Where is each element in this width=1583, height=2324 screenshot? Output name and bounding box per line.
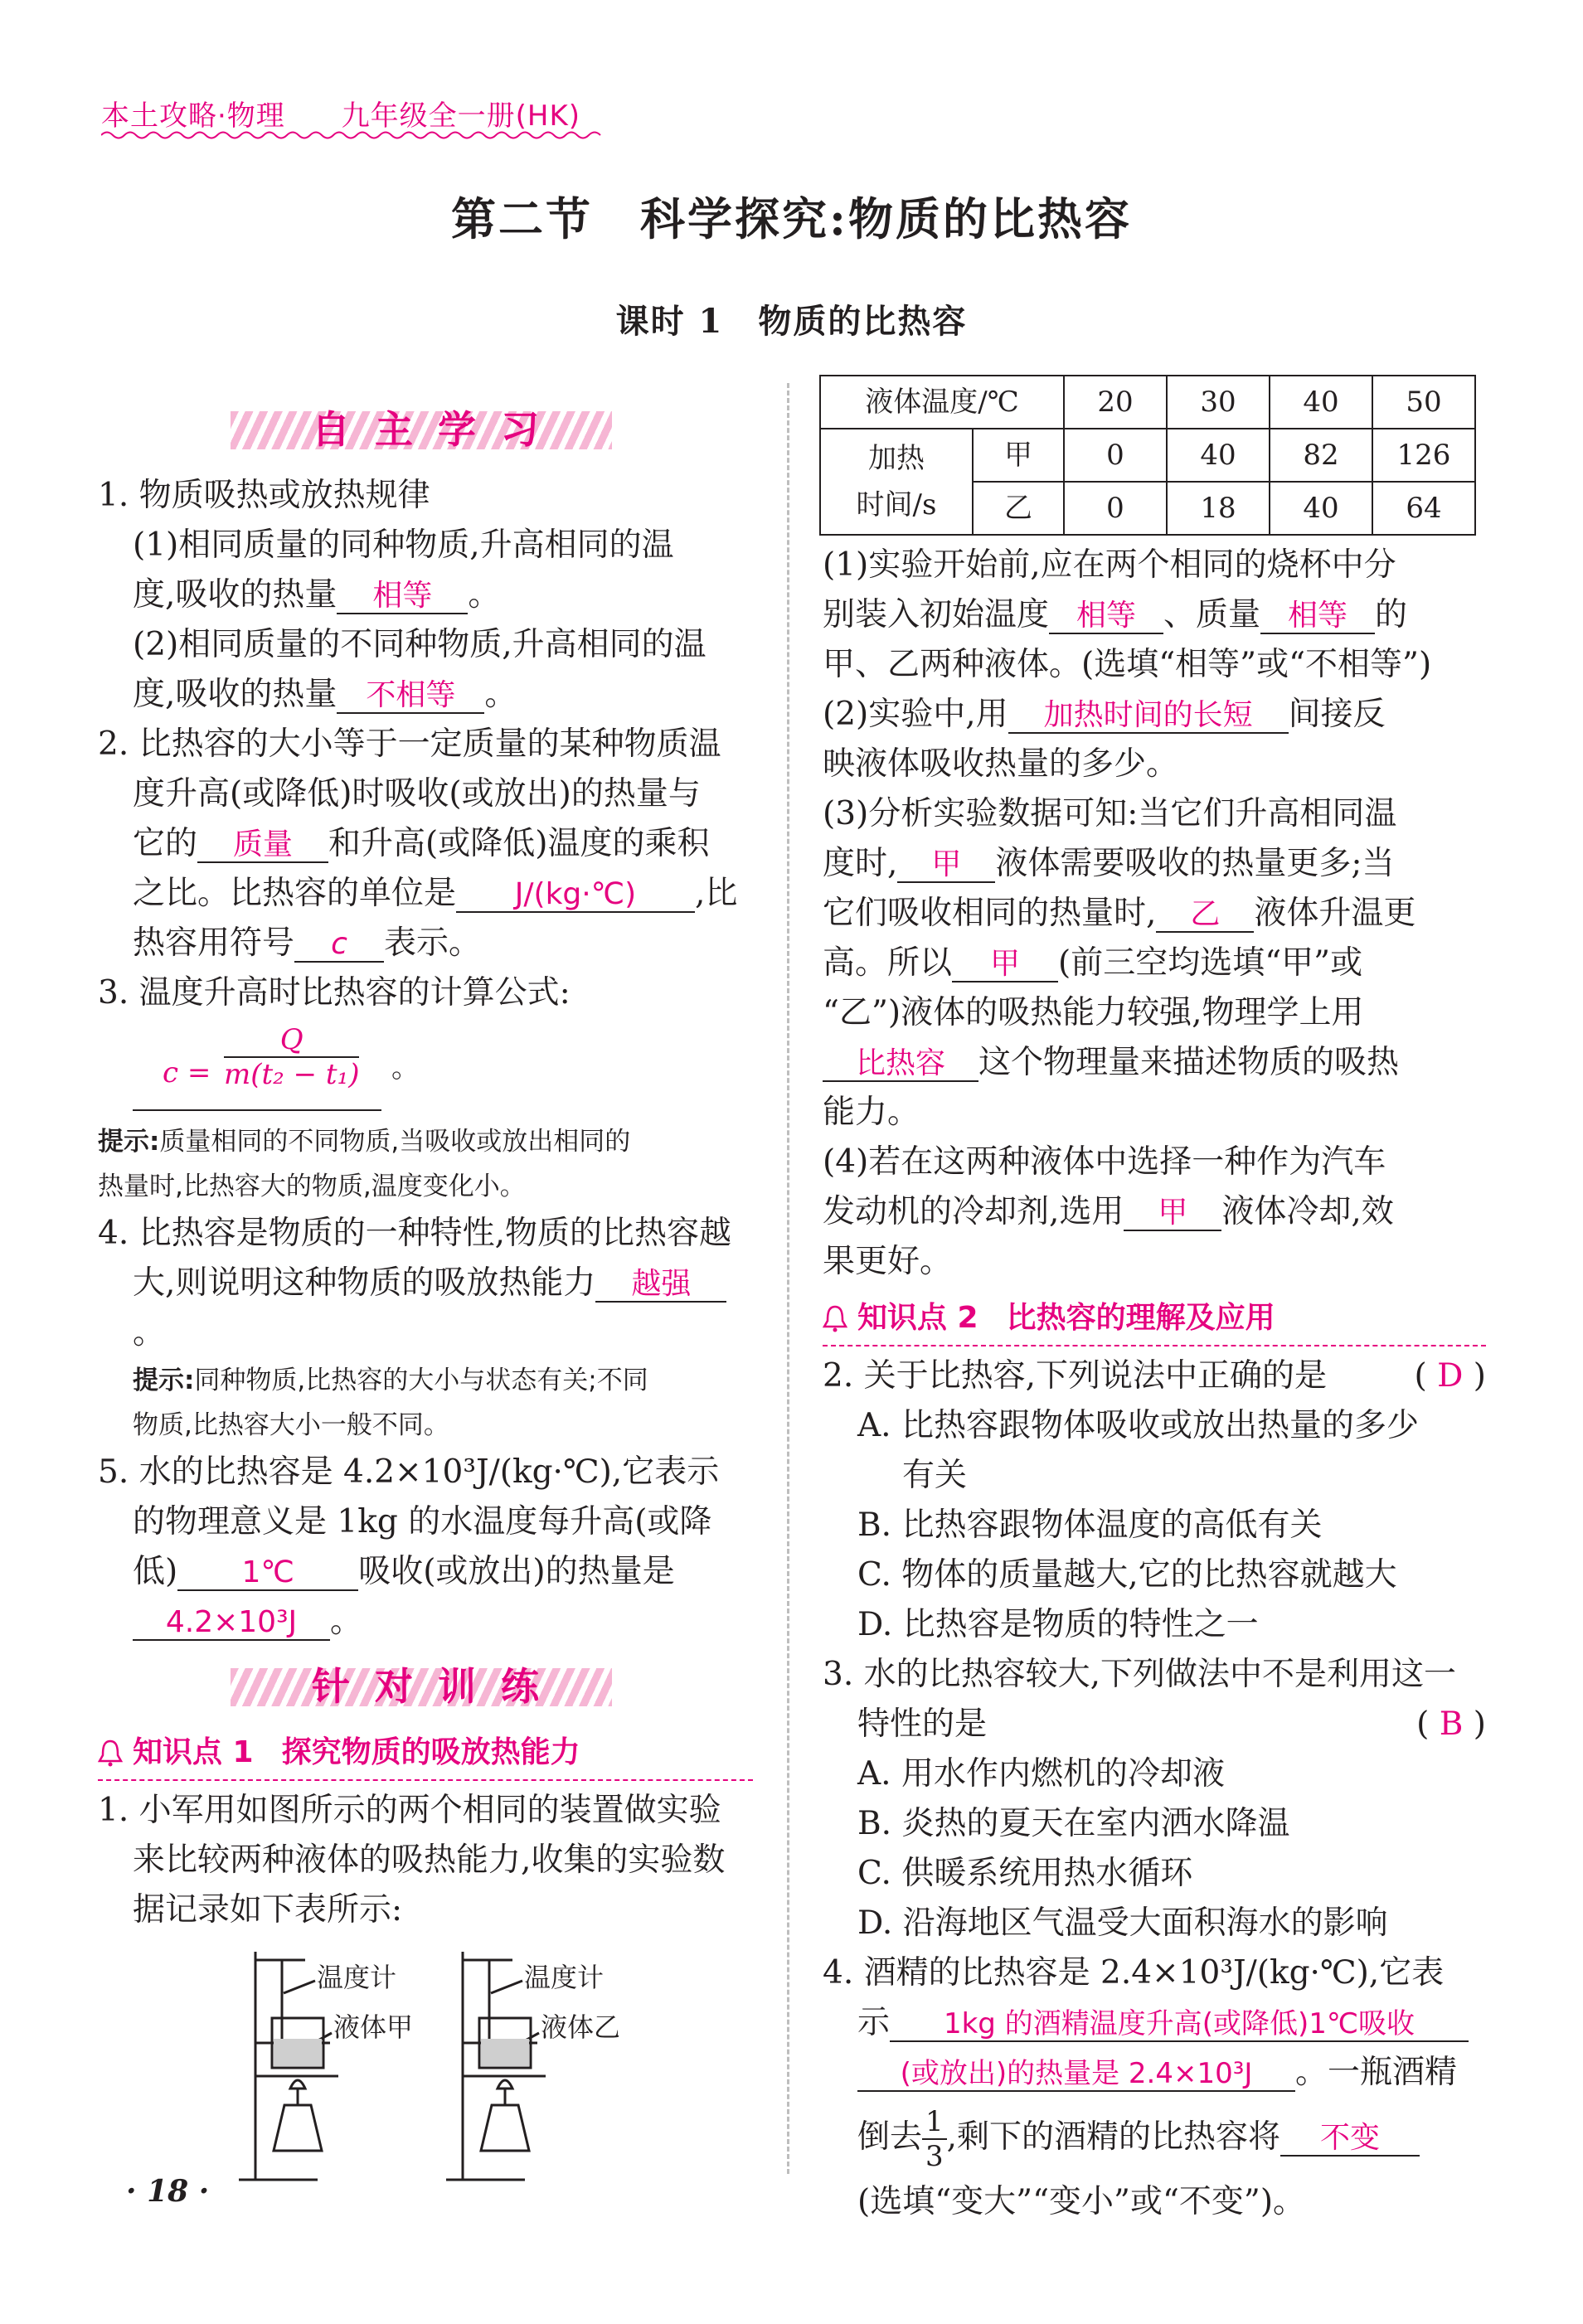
answer-blank: 1℃ [177,1555,358,1591]
q5-line4: 4.2×10³J 。 [98,1597,753,1647]
answer-blank: 质量 [197,827,328,863]
t1-line1: 1. 小军用如图所示的两个相同的装置做实验 [98,1792,721,1829]
column-divider [787,383,789,2174]
table-cell: 0 [1064,482,1167,535]
answer-blank: 不变 [1280,2121,1420,2157]
q4-line2: 示 1kg 的酒精温度升高(或降低)1℃吸收 [823,1998,1486,2048]
lesson-subtitle: 课时 1 物质的比热容 [615,302,968,341]
right-column [823,375,1486,2227]
self-study-title: 自主学习 [312,407,564,452]
q2-stem: 2. 关于比热容,下列说法中正确的是 ( D ) [823,1357,1486,1395]
p3-line1: (3)分析实验数据可知:当它们升高相同温 [823,795,1397,832]
p3-line4: 高。所以 甲 (前三空均选填“甲”或 [823,944,1363,982]
q4-line2: 大,则说明这种物质的吸放热能力 越强。 [98,1259,753,1358]
q3-option-c: C. 供暖系统用热水循环 [857,1855,1193,1892]
p1-line3: 甲、乙两种液体。(选填“相等”或“不相等”) [823,646,1432,683]
formula-answer: c = $\frac{Q}{\text{m(t₂ − t₁)}}$ 。 [133,1018,381,1111]
table-cell: 30 [1167,376,1270,429]
hint-1: 提示:质量相同的不同物质,当吸收或放出相同的 [98,1127,631,1157]
answer-blank: c [294,927,384,963]
q3-stem-line2: 特性的是 ( B ) [857,1705,1486,1743]
t1-line2: 来比较两种液体的吸热能力,收集的实验数 [133,1841,726,1879]
p1-line1: (1)实验开始前,应在两个相同的烧杯中分 [823,546,1396,584]
kp2-label: 知识点 2 [857,1301,978,1335]
wavy-underline-icon [101,129,607,141]
header-book: 本土攻略·物理 [101,99,285,133]
table-cell: 40 [1167,429,1270,482]
p3-line6: 比热容 这个物理量来描述物质的吸热 [823,1038,1486,1088]
table-cell: 18 [1167,482,1270,535]
q4-line3: (或放出)的热量是 2.4×10³J 。一瓶酒精 [823,2048,1486,2098]
hint-1-line2: 热量时,比热容大的物质,温度变化小。 [98,1172,526,1201]
q1-1-line1: (1)相同质量的同种物质,升高相同的温 [133,526,674,564]
formula-fraction [224,1023,359,1091]
fig-label-thermo-a: 温度计 [317,1962,397,1993]
formula-numerator: Q [224,1023,359,1058]
table-cell: 40 [1270,376,1372,429]
knowledge-point-2 [823,1293,1486,1346]
q1-2-line1: (2)相同质量的不同种物质,升高相同的温 [133,626,707,663]
kp1-title: 探究物质的吸放热能力 [281,1735,580,1769]
q2-line3: 它的 质量 和升高(或降低)温度的乘积 [133,825,710,862]
table-row-a-name: 甲 [973,429,1064,482]
q4-line1: 4. 比热容是物质的一种特性,物质的比热容越 [98,1215,732,1252]
table-temp-label: 液体温度/℃ [820,376,1064,429]
formula-lhs: c = [163,1056,211,1089]
q2-option-b: B. 比热容跟物体温度的高低有关 [857,1506,1323,1544]
q5-line3: 低) 1℃ 吸收(或放出)的热量是 [133,1553,675,1590]
answer-blank: 乙 [1156,897,1254,933]
answer-blank: 不相等 [337,678,484,714]
q3-option-b: B. 炎热的夏天在室内洒水降温 [857,1805,1290,1842]
p3-line5: “乙”)液体的吸热能力较强,物理学上用 [823,994,1364,1031]
table-cell: 40 [1270,482,1372,535]
answer-blank: 甲 [897,847,995,883]
table-cell: 82 [1270,429,1372,482]
answer-blank: 甲 [952,947,1058,982]
answer-blank: J/(kg·℃) [456,877,695,913]
q3-answer: B [1439,1705,1464,1743]
experiment-figure [239,1943,703,2192]
p2-line1: (2)实验中,用 加热时间的长短 间接反 [823,696,1386,733]
table-cell: 0 [1064,429,1167,482]
p2-line2: 映液体吸收热量的多少。 [823,745,1179,783]
p1-line2: 别装入初始温度 相等 、质量 相等 的 [823,596,1408,633]
q3-option-d: D. 沿海地区气温受大面积海水的影响 [857,1904,1388,1942]
answer-blank: 甲 [1124,1196,1221,1231]
header-grade: 九年级全一册(HK) [341,99,581,133]
hint-2: 提示:同种物质,比热容的大小与状态有关;不同 [133,1366,648,1395]
p4-line1: (4)若在这两种液体中选择一种作为汽车 [823,1143,1386,1181]
answer-blank: 相等 [337,579,468,614]
answer-blank: 4.2×10³J [133,1605,330,1641]
q5-line1: 5. 水的比热容是 4.2×10³J/(kg·℃),它表示 [98,1453,720,1491]
q3-stem-line1: 3. 水的比热容较大,下列做法中不是利用这一 [823,1656,1457,1693]
table-cell: 126 [1372,429,1475,482]
table-row-b-name: 乙 [973,482,1064,535]
fraction-one-third: $\frac{1}{3}$ [922,2105,947,2173]
q4-line4: 倒去 $\frac{1}{3}$ ,剩下的酒精的比热容将 不变 [823,2098,1486,2177]
bell-icon [98,1739,123,1767]
q1-head: 1. 物质吸热或放热规律 [98,477,430,514]
answer-blank: 1kg 的酒精温度升高(或降低)1℃吸收 [890,2008,1469,2042]
q4-line1: 4. 酒精的比热容是 2.4×10³J/(kg·℃),它表 [823,1954,1445,1992]
answer-blank: 比热容 [823,1046,978,1082]
practice-title: 针对训练 [312,1664,564,1709]
p3-line7: 能力。 [823,1094,920,1131]
q4-line5: (选填“变大”“变小”或“不变”)。 [857,2183,1306,2220]
p3-line2: 度时, 甲 液体需要吸收的热量更多;当 [823,845,1395,882]
q2-line2: 度升高(或降低)时吸收(或放出)的热量与 [133,775,701,813]
p4-line2: 发动机的冷却剂,选用 甲 液体冷却,效 [823,1193,1394,1230]
kp1-label: 知识点 1 [133,1735,254,1769]
answer-blank: 相等 [1260,599,1375,634]
q3-option-a: A. 用水作内燃机的冷却液 [857,1755,1225,1793]
self-study-banner [98,400,753,459]
book-header [101,93,615,133]
q2-line4: 之比。比热容的单位是 J/(kg·℃) ,比 [133,875,738,912]
fig-label-liquid-a: 液体甲 [333,2011,414,2043]
left-column [98,390,753,2192]
table-cell: 20 [1064,376,1167,429]
answer-blank: (或放出)的热量是 2.4×10³J [857,2058,1295,2092]
answer-blank: 越强 [595,1267,726,1303]
table-cell: 64 [1372,482,1475,535]
t1-line3: 据记录如下表所示: [133,1891,403,1929]
hint-2-line2: 物质,比热容大小一般不同。 [133,1410,449,1440]
q2-option-d: D. 比热容是物质的特性之一 [857,1606,1259,1643]
p3-line3: 它们吸收相同的热量时, 乙 液体升温更 [823,895,1416,932]
p4-line3: 果更好。 [823,1243,953,1280]
q1-1-line2: 度,吸收的热量 相等 。 [133,576,501,614]
answer-blank: 加热时间的长短 [1008,698,1289,734]
fig-label-thermo-b: 温度计 [524,1962,605,1993]
section-title: 第二节 科学探究:物质的比热容 [451,192,1132,245]
q2-answer: D [1437,1357,1464,1395]
page-number: · 18 · [126,2174,210,2209]
q3-line1: 3. 温度升高时比热容的计算公式: [98,974,571,1012]
answer-blank: 相等 [1049,599,1163,634]
q2-option-a-cont: 有关 [902,1457,968,1494]
q2-option-c: C. 物体的质量越大,它的比热容就越大 [857,1556,1397,1594]
knowledge-point-1 [98,1728,753,1781]
formula-denominator: m(t₂ − t₁) [224,1058,360,1091]
table-time-label: 加热 时间/s [820,429,973,535]
q5-line2: 的物理意义是 1kg 的水温度每升高(或降 [133,1503,712,1540]
q2-line5: 热容用符号 c 表示。 [133,924,482,962]
table-cell: 50 [1372,376,1475,429]
kp2-title: 比热容的理解及应用 [1006,1301,1275,1335]
q2-line1: 2. 比热容的大小等于一定质量的某种物质温 [98,725,721,763]
q2-option-a: A. 比热容跟物体吸收或放出热量的多少 [857,1407,1419,1444]
bell-icon [823,1304,847,1332]
q1-2-line2: 度,吸收的热量 不相等 。 [133,676,517,713]
data-table [819,375,1476,536]
practice-banner [98,1657,753,1716]
fig-label-liquid-b: 液体乙 [541,2011,621,2043]
